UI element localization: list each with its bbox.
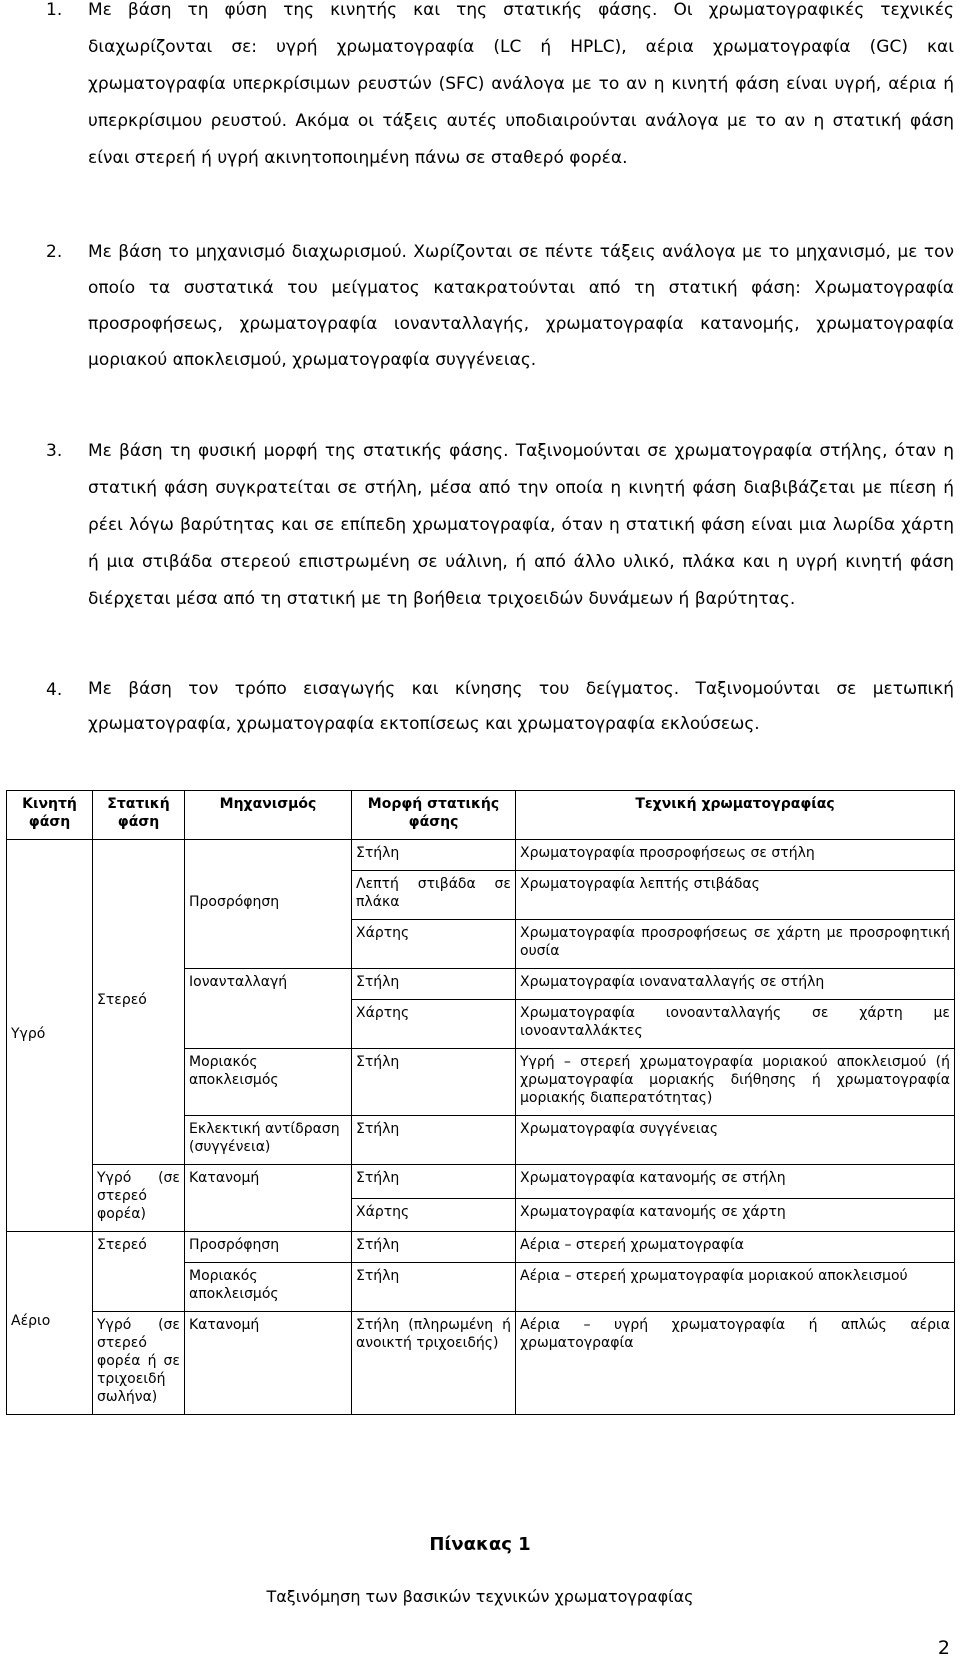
table-row xyxy=(7,840,955,871)
form-cell: Στήλη xyxy=(352,840,516,871)
list-item-text: Ταξινομούνται σε μετωπική χρωματογραφία, χρωματογραφία εκτοπίσεως και χρωματογραφία εκλούσεως. xyxy=(88,679,954,734)
technique-cell: Αέρια – στερεή χρωματογραφία xyxy=(516,1232,955,1263)
form-cell: Χάρτης xyxy=(352,920,516,969)
form-cell: Στήλη xyxy=(352,1165,516,1199)
list-item-number: 3. xyxy=(46,441,63,461)
header-mobile-phase: Κινητή φάση xyxy=(7,791,93,840)
page-number: 2 xyxy=(937,1637,950,1659)
table-caption-subtitle: Ταξινόμηση των βασικών τεχνικών χρωματογραφίας xyxy=(266,1587,694,1606)
form-cell: Στήλη xyxy=(352,1232,516,1263)
header-mechanism: Μηχανισμός xyxy=(185,791,352,840)
mechanism-size-exclusion-gas-cell: Μοριακός αποκλεισμός xyxy=(185,1263,352,1312)
form-cell: Στήλη xyxy=(352,1116,516,1165)
list-item-body xyxy=(88,672,954,742)
list-item-body xyxy=(88,0,954,177)
list-item-lead: Με βάση το μηχανισμό διαχωρισμού. xyxy=(88,242,407,262)
form-cell: Στήλη xyxy=(352,969,516,1000)
table-row xyxy=(7,1165,955,1199)
header-technique: Τεχνική χρωματογραφίας xyxy=(516,791,955,840)
technique-cell: Χρωματογραφία ιονοανταλλαγής σε χάρτη με ιονοανταλλάκτες xyxy=(516,1000,955,1049)
technique-cell: Χρωματογραφία λεπτής στιβάδας xyxy=(516,871,955,920)
technique-cell: Αέρια – στερεή χρωματογραφία μοριακού αποκλεισμού xyxy=(516,1263,955,1312)
list-item-number: 1. xyxy=(46,0,63,20)
stationary-liquid-support-cell: Υγρό (σε στερεό φορέα) xyxy=(93,1165,185,1232)
table-header-row xyxy=(7,791,955,840)
stationary-solid-gas-cell: Στερεό xyxy=(93,1232,185,1312)
technique-cell: Χρωματογραφία προσροφήσεως σε χάρτη με προσροφητική ουσία xyxy=(516,920,955,969)
technique-cell: Αέρια – υγρή χρωματογραφία ή απλώς αέρια χρωματογραφία xyxy=(516,1312,955,1415)
table-caption-title: Πίνακας 1 xyxy=(429,1534,531,1555)
list-item-text: Ταξινομούνται σε χρωματογραφία στήλης, όταν η στατική φάση συγκρατείται σε στήλη, μέσα από την οποία η κινητή φάση διαβιβάζεται με πίεση ή ρέει λόγω βαρύτητας και σε επίπεδη χρωματογραφία, όταν η στατική φάση είναι μια λωρίδα χάρτη ή μια στιβάδα στερεού επιστρωμένη σε υάλινη, ή από άλλο υλικό, πλάκα και η υγρή κινητή φάση διέρχεται μέσα από τη στατική με τη βοήθεια τριχοειδών δυνάμεων ή βαρύτητας. xyxy=(88,441,954,609)
list-item-body xyxy=(88,234,954,378)
technique-cell: Χρωματογραφία προσροφήσεως σε στήλη xyxy=(516,840,955,871)
table-row xyxy=(7,1312,955,1415)
mechanism-adsorption-gas-cell: Προσρόφηση xyxy=(185,1232,352,1263)
list-item-lead: Με βάση τη φύση της κινητής και της στατικής φάσης. xyxy=(88,0,658,20)
technique-cell: Χρωματογραφία ιοναναταλλαγής σε στήλη xyxy=(516,969,955,1000)
technique-cell: Υγρή – στερεή χρωματογραφία μοριακού αποκλεισμού (ή χρωματογραφία μοριακής διήθησης ή χρωματογραφία μοριακής διαπερατότητας) xyxy=(516,1049,955,1116)
form-cell: Στήλη xyxy=(352,1263,516,1312)
form-cell: Στήλη (πληρωμένη ή ανοικτή τριχοειδής) xyxy=(352,1312,516,1415)
mechanism-partition-cell: Κατανομή xyxy=(185,1165,352,1232)
list-item-lead: Με βάση τη φυσική μορφή της στατικής φάσης. xyxy=(88,441,509,461)
technique-cell: Χρωματογραφία κατανομής σε χάρτη xyxy=(516,1198,955,1232)
form-cell: Χάρτης xyxy=(352,1000,516,1049)
form-cell: Χάρτης xyxy=(352,1198,516,1232)
mechanism-ion-exchange-cell: Ιονανταλλαγή xyxy=(185,969,352,1049)
list-item-text: Οι χρωματογραφικές τεχνικές διαχωρίζονται σε: υγρή χρωματογραφία (LC ή HPLC), αέρια χρωματογραφία (GC) και χρωματογραφία υπερκρίσιμων ρευστών (SFC) ανάλογα με το αν η κινητή φάση είναι υγρή, αέρια ή υπερκρίσιμου ρευστού. Ακόμα οι τάξεις αυτές υποδιαιρούνται ανάλογα με το αν η στατική φάση είναι στερεή ή υγρή ακινητοποιημένη πάνω σε σταθερό φορέα. xyxy=(88,0,954,168)
mechanism-adsorption-cell: Προσρόφηση xyxy=(185,840,352,969)
header-stationary-phase: Στατική φάση xyxy=(93,791,185,840)
form-cell: Στήλη xyxy=(352,1049,516,1116)
mobile-gas-cell: Αέριο xyxy=(7,1232,93,1415)
stationary-liquid-gas-cell: Υγρό (σε στερεό φορέα ή σε τριχοειδή σωλήνα) xyxy=(93,1312,185,1415)
table-row xyxy=(7,1232,955,1263)
list-item-body xyxy=(88,433,954,618)
mechanism-partition-gas-cell: Κατανομή xyxy=(185,1312,352,1415)
chromatography-techniques-table xyxy=(6,790,955,1415)
list-item-lead: Με βάση τον τρόπο εισαγωγής και κίνησης του δείγματος. xyxy=(88,679,680,699)
form-cell: Λεπτή στιβάδα σε πλάκα xyxy=(352,871,516,920)
list-item-number: 2. xyxy=(46,242,63,262)
mobile-liquid-cell: Υγρό xyxy=(7,840,93,1232)
technique-cell: Χρωματογραφία κατανομής σε στήλη xyxy=(516,1165,955,1199)
technique-cell: Χρωματογραφία συγγένειας xyxy=(516,1116,955,1165)
mechanism-size-exclusion-cell: Μοριακός αποκλεισμός xyxy=(185,1049,352,1116)
list-item-text: Χωρίζονται σε πέντε τάξεις ανάλογα με το μηχανισμό, με τον οποίο τα συστατικά του μείγματος κατακρατούνται από τη στατική φάση: Χρωματογραφία προσροφήσεως, χρωματογραφία ιονανταλλαγής, χρωματογραφία κατανομής, χρωματογραφία μοριακού αποκλεισμού, χρωματογραφία συγγένειας. xyxy=(88,242,954,370)
mechanism-affinity-cell: Εκλεκτική αντίδραση (συγγένεια) xyxy=(185,1116,352,1165)
header-stationary-form: Μορφή στατικής φάσης xyxy=(352,791,516,840)
list-item-number: 4. xyxy=(46,680,63,700)
stationary-solid-cell: Στερεό xyxy=(93,840,185,1165)
